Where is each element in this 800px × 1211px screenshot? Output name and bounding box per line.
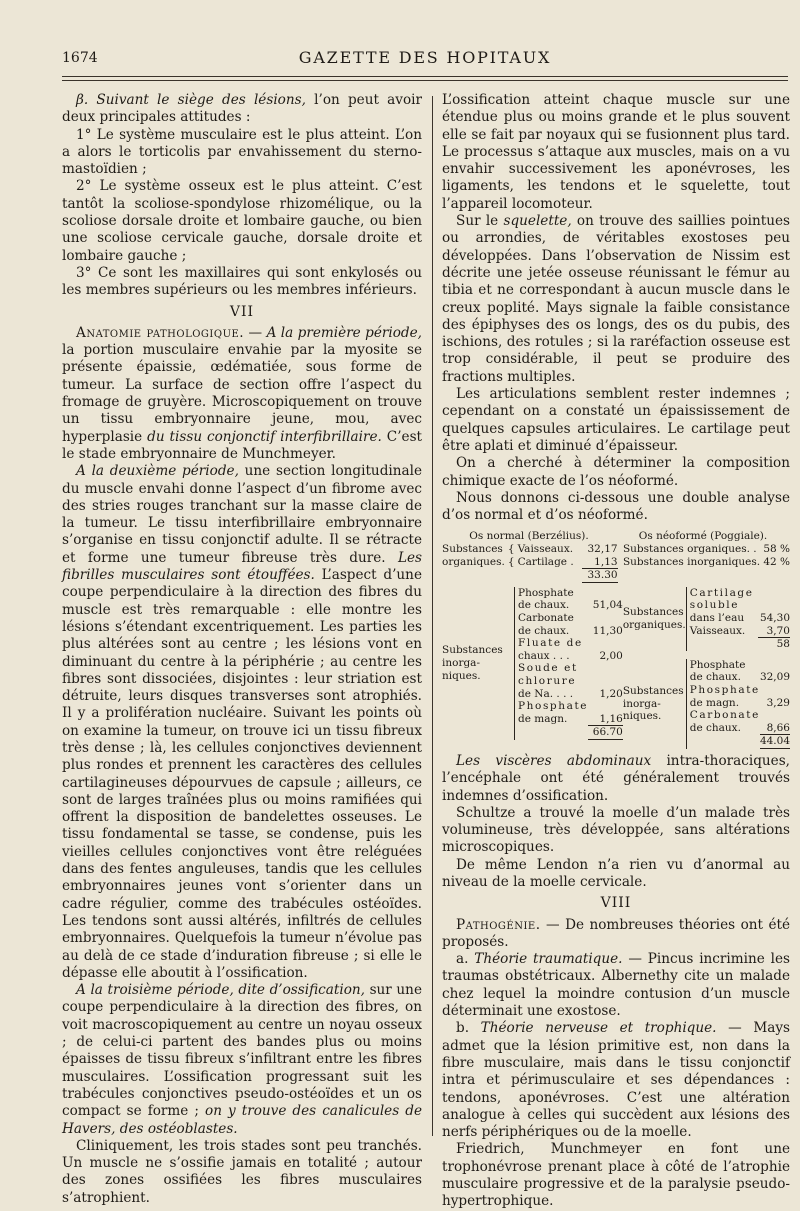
left-column	[62, 92, 422, 1207]
paragraph-visceres: Les viscères abdominaux intra-thoraciques, l’encéphale ont été généralement trouvés indemnes d’ossification.	[442, 752, 790, 804]
paragraph-squelette: Sur le squelette, on trouve des saillies pointues ou arrondies, de véritables exostoses peu développées. Dans l’observation de Nissim est décrite une jetée osseuse réunissant le fémur au tibia et ne correspondant à aucun muscle dans le creux poplité. Mays signale la faible consistance des épiphyses des os longs, des os du pubis, des ischions, des rotules ; si la raréfaction osseuse est trop considérable, il peut se produire des fractions multiples.	[442, 213, 790, 385]
paragraph-item-3: 3° Ce sont les maxillaires qui sont enkylosés ou les membres supérieurs ou les membres inférieurs.	[62, 264, 422, 299]
normal-organic-table: Substances { Vaisseaux. 32,17 organiques. { Cartilage . 1,13 33.30	[442, 543, 618, 582]
section-label: Anatomie pathologique.	[76, 324, 245, 341]
section-label: Pathogénie.	[456, 916, 541, 933]
normal-inorganic-table: Substances inorga- niques. Phosphate de chaux. 51,04 Carbonate de chaux. 11,30 Fluate de chaux . . . 2,00 Soude et chlorure de Na. . . . 1,20 Phosphate de magn. 1,16 66.70	[442, 586, 623, 739]
bone-analysis	[442, 530, 790, 749]
paragraph-pathogenie: Pathogénie. — De nombreuses théories ont été proposés.	[442, 916, 790, 950]
column-divider	[432, 96, 433, 1136]
header-rule-top	[62, 76, 788, 77]
section-heading-viii: VIII	[600, 895, 632, 912]
page-header	[62, 44, 788, 74]
analysis-headers	[442, 530, 790, 543]
analysis-inorganic-row	[442, 587, 790, 749]
paragraph-composition: On a cherché à déterminer la composition chimique exacte de l’os néoformé.	[442, 455, 790, 489]
neoforme-detail-table: Substances organiques. Cartilage soluble dans l’eau 54,30 Vaisseaux. 3,70 58 Substances inorga- niques. Phosphate de chaux. 32,09 Phosphate de magn. 3,29 Carbonate de chaux. 8,66 44.04	[622, 586, 790, 748]
paragraph-friedrich: Friedrich, Munchmeyer en font une trophonévrose prenant place à côté de l’atrophie musculaire progressive et de la paralysie pseudo-hypertrophique.	[442, 1141, 790, 1210]
paragraph-troisieme-periode: A la troisième période, dite d’ossification, sur une coupe perpendiculaire à la direction des fibres, on voit macroscopiquement au centre un noyau osseux ; de celui-ci partent des bandes plus ou moins épaisses de tissu fibreux s’infiltrant entre les fibres musculaires. L’ossification progressant suit les trabécules conjonctives pseudo-ostéoïdes et un os compact se forme ; on y trouve des canalicules de Havers, des ostéoblastes.	[62, 982, 423, 1137]
paragraph-deuxieme-periode: A la deuxième période, une section longitudinale du muscle envahi donne l’aspect d’un fibrome avec des stries rouges tranchant sur la masse claire de la tumeur. Le tissu interfibrillaire embryonnaire s’organise en tissu conjonctif adulte. Il se rétracte et forme une tumeur fibreuse très dure. Les fibrilles musculaires sont étouffées. L’aspect d’une coupe perpendiculaire à la direction des fibres du muscle est très remarquable : elle montre les lésions s’étendant excentriquement. Les parties les plus altérées sont au centre ; les lésions vont en diminuant du centre à la périphérie ; au centre les fibres sont dissociées, disjointes : leur striation est détruite, leurs disques transverses sont atrophiés. Il y a prolifération nucléaire. Suivant les points où on examine la tumeur, on trouve ici un tissu fibreux très dense ; là, les cellules conjonctives deviennent plus rondes et prennent les caractères des cellules cartilagineuses dépourvues de capsule ; ailleurs, ce sont de larges traînées plus ou moins ramifiées qui offrent la disposition de bandelettes osseuses. Le tissu fondamental se tasse, se condense, puis les vieilles cellules conjonctives vont être reléguées dans des fentes anguleuses, tandis que les cellules embryonnaires jeunes vont s’orienter dans un cadre régulier, comme des trabécules ostéoïdes. Les tendons sont aussi altérés, infiltrés de cellules embryonnaires. Quelquefois la tumeur n’évolue pas au delà de ce stade d’induration fibreuse ; si elle le dépasse elle aboutit à l’ossification.	[62, 463, 422, 981]
right-column	[442, 92, 790, 1211]
paragraph-analyse: Nous donnons ci-dessous une double analyse d’os normal et d’os néoformé.	[442, 489, 790, 524]
running-title: GAZETTE DES HOPITAUX	[298, 48, 552, 67]
header-rule-bottom	[62, 80, 788, 81]
neoforme-summary-table: Substances organiques. . 58 % Substances inorganiques. 42 %	[622, 543, 790, 568]
neoforme-total: 44.04	[759, 735, 790, 748]
paragraph-articulations: Les articulations semblent rester indemnes ; cependant on a constaté un épaississement de quelques capsules articulaires. Le cartilage peut être aplati et diminué d’épaisseur.	[442, 386, 790, 454]
analysis-header-normal: Os normal (Berzélius).	[469, 530, 589, 543]
paragraph-item-1: 1° Le système musculaire est le plus atteint. L’on a alors le torticolis par envahissement du sterno-mastoïdien ;	[62, 126, 422, 178]
analysis-organic-row	[442, 543, 790, 583]
paragraph-schultze: Schultze a trouvé la moelle d’un malade très volumineuse, très développée, sans altérations microscopiques.	[442, 804, 790, 856]
paragraph-ossification: L’ossification atteint chaque muscle sur une étendue plus ou moins grande et le plus souvent elle se fait par noyaux qui se fusionnent plus tard. Le processus s’attaque aux muscles, mais on a vu envahir successivement les aponévroses, les ligaments, les tendons et le squelette, tout l’appareil locomoteur.	[442, 92, 790, 212]
paragraph-cliniquement: Cliniquement, les trois stades sont peu tranchés. Un muscle ne s’ossifie jamais en totalité ; autour des zones ossifiées les fibres musculaires s’atrophient.	[62, 1137, 422, 1206]
paragraph-anatomie: Anatomie pathologique. — A la première période, la portion musculaire envahie par la myosite se présente épaissie, œdématiée, sous forme de tumeur. La surface de section offre l’aspect du fromage de gruyère. Microscopiquement on trouve un tissu embryonnaire jeune, mou, avec hyperplasie du tissu conjonctif interfibrillaire. C’est le stade embryonnaire de Munchmeyer.	[62, 324, 423, 462]
paragraph-beta: β. Suivant le siège des lésions, l’on peut avoir deux principales attitudes :	[62, 92, 422, 126]
paragraph-theorie-traumatique: a. Théorie traumatique. — Pincus incrimine les traumas obstétricaux. Albernethy cite un malade chez lequel la moindre contusion d’un muscle déterminait une exostose.	[442, 951, 790, 1020]
section-heading-vii: VII	[229, 303, 255, 320]
analysis-header-neoforme: Os néoformé (Poggiale).	[638, 530, 768, 543]
paragraph-item-2: 2° Le système osseux est le plus atteint. C’est tantôt la scoliose-spondylose rhizomélique, ou la scoliose dorsale droite et lombaire gauche, ou bien une scoliose cervicale gauche, dorsale droite et lombaire gauche ;	[62, 178, 422, 264]
page-number: 1674	[62, 50, 98, 66]
normal-total: 66.70	[588, 726, 623, 740]
paragraph-lendon: De même Lendon n’a rien vu d’anormal au niveau de la moelle cervicale.	[442, 856, 790, 890]
paragraph-theorie-nerveuse: b. Théorie nerveuse et trophique. — Mays admet que la lésion primitive est, non dans la fibre musculaire, mais dans le tissu conjonctif intra et périmusculaire et ses dépendances : tendons, aponévroses. C’est une altération analogue à celles qui succèdent aux lésions des nerfs périphériques ou de la moelle.	[442, 1020, 790, 1141]
